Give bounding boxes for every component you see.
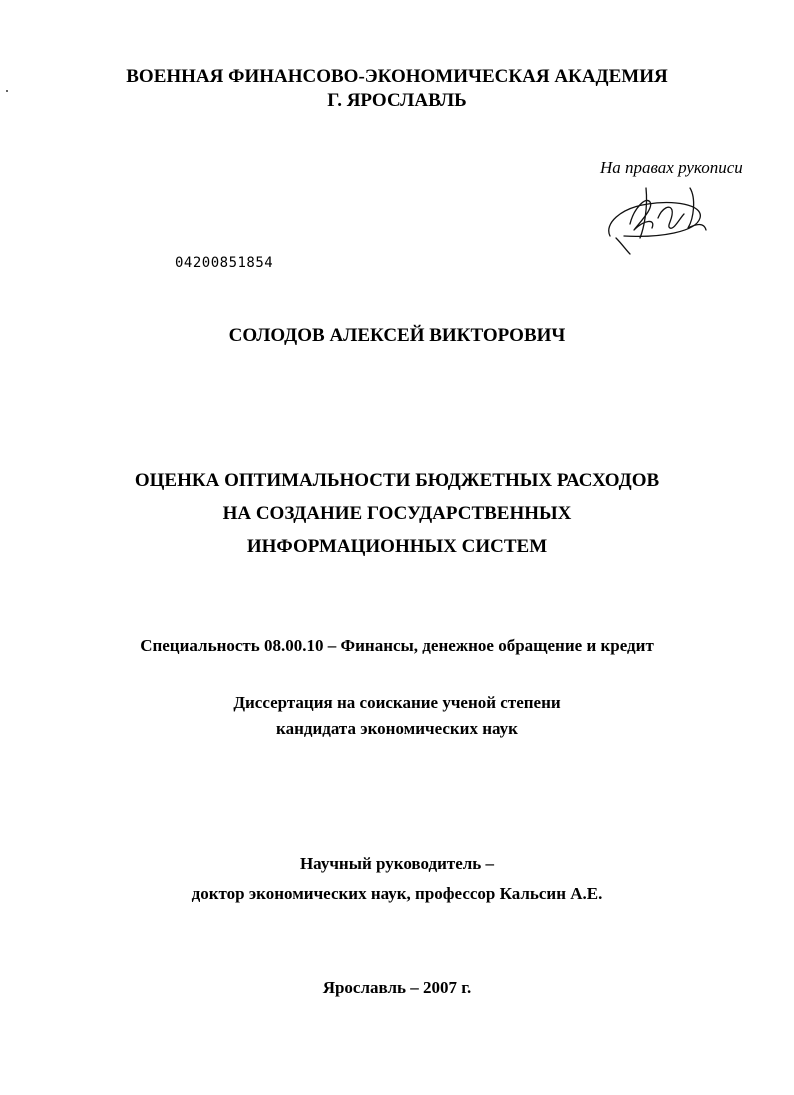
dissertation-title-line-1: ОЦЕНКА ОПТИМАЛЬНОСТИ БЮДЖЕТНЫХ РАСХОДОВ — [134, 470, 660, 491]
supervisor-label: Научный руководитель – — [299, 854, 495, 873]
author-name: СОЛОДОВ АЛЕКСЕЙ ВИКТОРОВИЧ — [228, 325, 566, 346]
institution-name: ВОЕННАЯ ФИНАНСОВО-ЭКОНОМИЧЕСКАЯ АКАДЕМИЯ — [126, 66, 668, 87]
specialty: Специальность 08.00.10 – Финансы, денежное обращение и кредит — [140, 636, 654, 655]
place-year: Ярославль – 2007 г. — [322, 978, 472, 997]
catalog-code: 04200851854 — [175, 255, 274, 271]
supervisor-name: доктор экономических наук, профессор Кальсин А.Е. — [191, 884, 603, 903]
dissertation-title-line-3: ИНФОРМАЦИОННЫХ СИСТЕМ — [246, 536, 548, 557]
degree-line-1: Диссертация на соискание ученой степени — [233, 693, 561, 712]
degree-line-2: кандидата экономических наук — [276, 719, 518, 738]
manuscript-note: На правах рукописи — [600, 158, 743, 177]
signature-icon — [600, 178, 720, 258]
institution-city: Г. ЯРОСЛАВЛЬ — [327, 90, 467, 111]
dissertation-title-line-2: НА СОЗДАНИЕ ГОСУДАРСТВЕННЫХ — [222, 503, 572, 524]
